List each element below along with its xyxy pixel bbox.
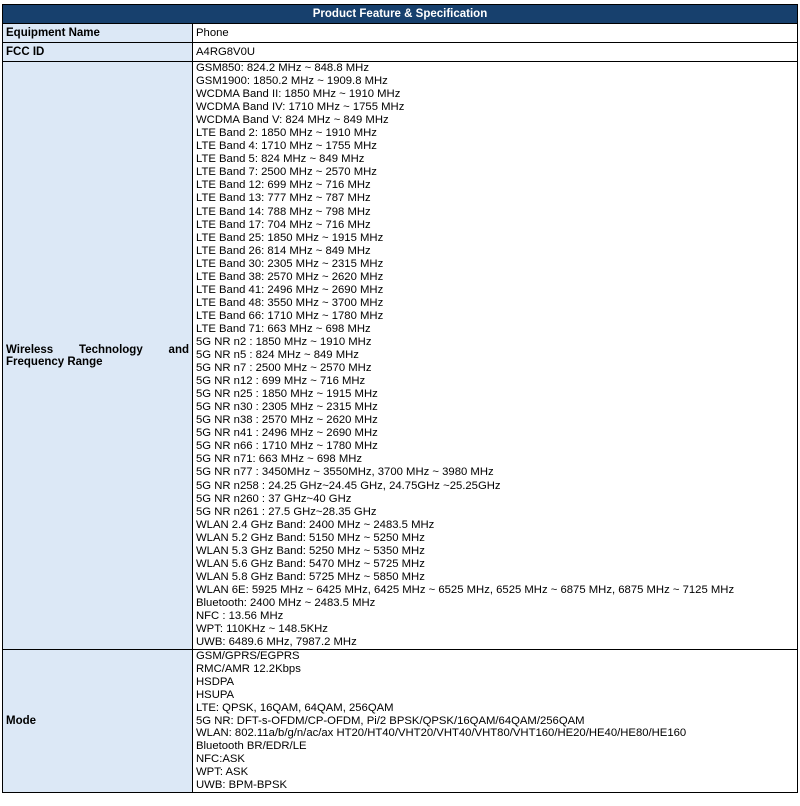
list-item: LTE Band 14: 788 MHz ~ 798 MHz bbox=[196, 205, 371, 218]
list-item: 5G NR n258 : 24.25 GHz~24.45 GHz, 24.75GHz ~25.25GHz bbox=[196, 479, 501, 492]
list-item: 5G NR n41 : 2496 MHz ~ 2690 MHz bbox=[196, 427, 378, 440]
fcc-id-value: A4RG8V0U bbox=[193, 43, 798, 62]
list-item: LTE Band 26: 814 MHz ~ 849 MHz bbox=[196, 244, 371, 257]
list-item: NFC:ASK bbox=[196, 753, 245, 766]
list-item: 5G NR n7 : 2500 MHz ~ 2570 MHz bbox=[196, 362, 372, 375]
list-item: UWB: 6489.6 MHz, 7987.2 MHz bbox=[196, 636, 357, 649]
list-item: LTE Band 66: 1710 MHz ~ 1780 MHz bbox=[196, 309, 384, 322]
list-item: LTE Band 25: 1850 MHz ~ 1915 MHz bbox=[196, 231, 384, 244]
mode-list bbox=[193, 650, 798, 793]
list-item: LTE Band 30: 2305 MHz ~ 2315 MHz bbox=[196, 257, 384, 270]
fcc-id-label: FCC ID bbox=[3, 43, 193, 62]
list-item: HSUPA bbox=[196, 688, 235, 701]
list-item: LTE Band 13: 777 MHz ~ 787 MHz bbox=[196, 192, 371, 205]
list-item: LTE Band 4: 1710 MHz ~ 1755 MHz bbox=[196, 140, 377, 153]
list-item: 5G NR n77 : 3450MHz ~ 3550MHz, 3700 MHz ~ 3980 MHz bbox=[196, 466, 494, 479]
list-item: Bluetooth BR/EDR/LE bbox=[196, 740, 307, 753]
list-item: LTE Band 7: 2500 MHz ~ 2570 MHz bbox=[196, 166, 377, 179]
list-item: 5G NR n260 : 37 GHz~40 GHz bbox=[196, 492, 352, 505]
list-item: WLAN 6E: 5925 MHz ~ 6425 MHz, 6425 MHz ~ 6525 MHz, 6525 MHz ~ 6875 MHz, 6875 MHz ~ 7125 MHz bbox=[196, 583, 735, 596]
list-item: LTE: QPSK, 16QAM, 64QAM, 256QAM bbox=[196, 701, 394, 714]
list-item: GSM1900: 1850.2 MHz ~ 1909.8 MHz bbox=[196, 75, 388, 88]
list-item: LTE Band 48: 3550 MHz ~ 3700 MHz bbox=[196, 296, 384, 309]
row-mode bbox=[3, 650, 798, 793]
spec-table bbox=[2, 4, 798, 793]
equipment-name-label: Equipment Name bbox=[3, 24, 193, 43]
list-item: 5G NR n2 : 1850 MHz ~ 1910 MHz bbox=[196, 335, 372, 348]
list-item: WPT: ASK bbox=[196, 766, 249, 779]
list-item: GSM/GPRS/EGPRS bbox=[196, 650, 300, 663]
list-item: LTE Band 41: 2496 MHz ~ 2690 MHz bbox=[196, 283, 384, 296]
list-item: 5G NR n261 : 27.5 GHz~28.35 GHz bbox=[196, 505, 377, 518]
list-item: 5G NR n71: 663 MHz ~ 698 MHz bbox=[196, 453, 363, 466]
list-item: NFC : 13.56 MHz bbox=[196, 609, 284, 622]
list-item: LTE Band 2: 1850 MHz ~ 1910 MHz bbox=[196, 127, 377, 140]
list-item: WCDMA Band IV: 1710 MHz ~ 1755 MHz bbox=[196, 101, 405, 114]
mode-label: Mode bbox=[3, 650, 193, 793]
list-item: 5G NR n25 : 1850 MHz ~ 1915 MHz bbox=[196, 388, 378, 401]
list-item: Bluetooth: 2400 MHz ~ 2483.5 MHz bbox=[196, 596, 376, 609]
list-item: WPT: 110KHz ~ 148.5KHz bbox=[196, 623, 328, 636]
list-item: LTE Band 17: 704 MHz ~ 716 MHz bbox=[196, 218, 371, 231]
list-item: UWB: BPM-BPSK bbox=[196, 779, 288, 792]
row-equipment-name bbox=[3, 24, 798, 43]
row-fcc-id bbox=[3, 43, 798, 62]
list-item: 5G NR n12 : 699 MHz ~ 716 MHz bbox=[196, 375, 366, 388]
list-item: WLAN 5.2 GHz Band: 5150 MHz ~ 5250 MHz bbox=[196, 531, 425, 544]
list-item: LTE Band 38: 2570 MHz ~ 2620 MHz bbox=[196, 270, 384, 283]
list-item: 5G NR: DFT-s-OFDM/CP-OFDM, Pi/2 BPSK/QPSK/16QAM/64QAM/256QAM bbox=[196, 714, 585, 727]
list-item: LTE Band 12: 699 MHz ~ 716 MHz bbox=[196, 179, 371, 192]
list-item: HSDPA bbox=[196, 675, 235, 688]
list-item: WCDMA Band V: 824 MHz ~ 849 MHz bbox=[196, 114, 389, 127]
table-title: Product Feature & Specification bbox=[3, 5, 798, 24]
list-item: WLAN: 802.11a/b/g/n/ac/ax HT20/HT40/VHT20/VHT40/VHT80/VHT160/HE20/HE40/HE80/HE160 bbox=[196, 727, 687, 740]
list-item: WLAN 2.4 GHz Band: 2400 MHz ~ 2483.5 MHz bbox=[196, 518, 435, 531]
list-item: 5G NR n5 : 824 MHz ~ 849 MHz bbox=[196, 349, 359, 362]
row-wireless bbox=[3, 62, 798, 650]
list-item: 5G NR n30 : 2305 MHz ~ 2315 MHz bbox=[196, 401, 378, 414]
list-item: LTE Band 5: 824 MHz ~ 849 MHz bbox=[196, 153, 365, 166]
list-item: WLAN 5.6 GHz Band: 5470 MHz ~ 5725 MHz bbox=[196, 557, 425, 570]
list-item: 5G NR n38 : 2570 MHz ~ 2620 MHz bbox=[196, 414, 378, 427]
equipment-name-value: Phone bbox=[193, 24, 798, 43]
list-item: LTE Band 71: 663 MHz ~ 698 MHz bbox=[196, 322, 371, 335]
wireless-list bbox=[193, 62, 798, 650]
list-item: WCDMA Band II: 1850 MHz ~ 1910 MHz bbox=[196, 88, 401, 101]
list-item: RMC/AMR 12.2Kbps bbox=[196, 663, 301, 675]
list-item: 5G NR n66 : 1710 MHz ~ 1780 MHz bbox=[196, 440, 378, 453]
list-item: GSM850: 824.2 MHz ~ 848.8 MHz bbox=[196, 62, 369, 74]
wireless-label: Wireless Technology and Frequency Range bbox=[3, 62, 193, 650]
list-item: WLAN 5.8 GHz Band: 5725 MHz ~ 5850 MHz bbox=[196, 570, 425, 583]
list-item: WLAN 5.3 GHz Band: 5250 MHz ~ 5350 MHz bbox=[196, 544, 425, 557]
